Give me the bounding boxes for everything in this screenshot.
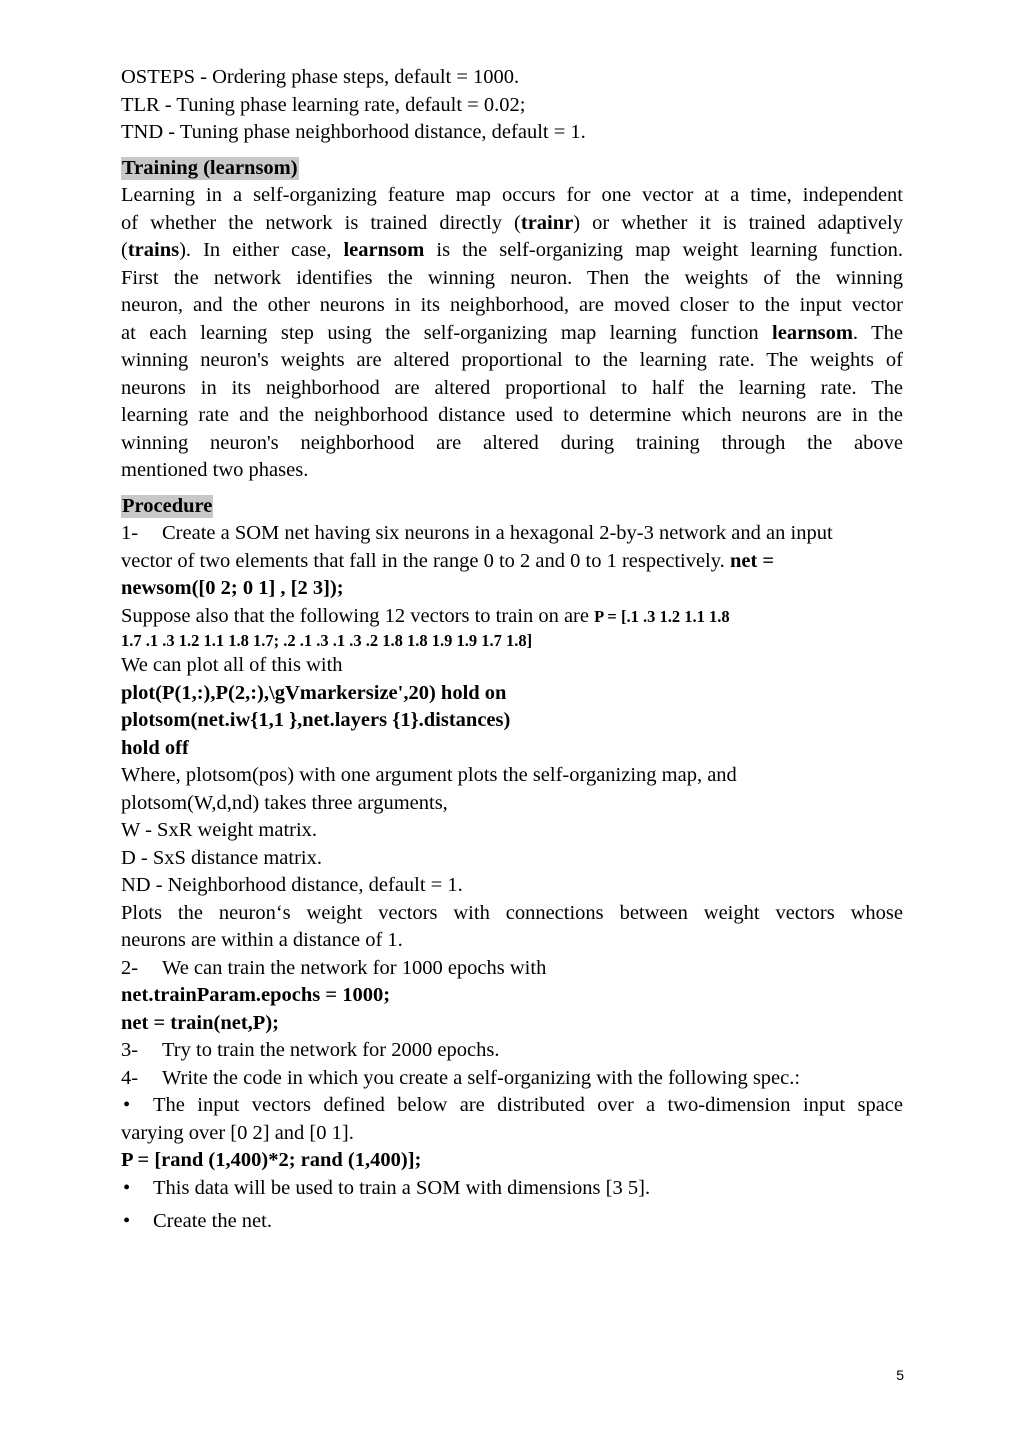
bullet-icon: • — [123, 1094, 131, 1116]
arg-w: W - SxR weight matrix. — [121, 819, 318, 841]
plot-intro: We can plot all of this with — [121, 654, 343, 676]
train-code: net = train(net,P); — [121, 1011, 279, 1034]
where-line: plotsom(W,d,nd) takes three arguments, — [121, 791, 448, 814]
bullet-item-cont: varying over [0 2] and [0 1]. — [121, 1121, 354, 1144]
arg-d: D - SxS distance matrix. — [121, 846, 322, 869]
training-line: learning rate and the neighborhood distance used to determine which neurons are in the — [121, 404, 903, 426]
bullet-icon: • — [123, 1176, 131, 1199]
bullet-icon: • — [123, 1210, 131, 1232]
step-4: 4- Write the code in which you create a self-organizing with the following spec.: — [121, 1066, 801, 1089]
training-heading: Training (learnsom) — [122, 156, 298, 179]
arg-nd: ND - Neighborhood distance, default = 1. — [121, 874, 463, 896]
bullet-item: • Create the net. — [121, 1208, 903, 1236]
suppose-line: Suppose also that the following 12 vectors to train on are P = [.1 .3 1.2 1.1 1.8 — [121, 604, 730, 627]
trains-keyword: trains — [127, 239, 180, 261]
learnsom-keyword: learnsom — [772, 321, 853, 344]
training-line: at each learning step using the self-organizing map learning function learnsom. The — [121, 321, 903, 344]
procedure-section — [121, 520, 903, 1236]
param-osteps: OSTEPS - Ordering phase steps, default = 1000. — [121, 66, 520, 88]
procedure-heading: Procedure — [122, 494, 213, 517]
rand-code: P = [rand (1,400)*2; rand (1,400)]; — [121, 1149, 422, 1171]
page-number: 5 — [896, 1367, 904, 1383]
newsom-code: newsom([0 2; 0 1] , [2 3]); — [121, 577, 344, 599]
training-line: First the network identifies the winning neuron. Then the weights of the winning — [121, 266, 903, 289]
step-2: 2- We can train the network for 1000 epochs with — [121, 956, 547, 979]
document-page — [121, 64, 903, 1236]
plot-code: plot(P(1,:),P(2,:),\gVmarkersize',20) hold on — [121, 681, 507, 704]
plots-line: Plots the neuron‘s weight vectors with connections between weight vectors whose — [121, 901, 903, 924]
training-paragraph — [121, 182, 903, 485]
plotsom-code: plotsom(net.iw{1,1 },net.layers {1}.distances) — [121, 709, 511, 731]
training-line: winning neuron's neighborhood are altered during training through the above — [121, 431, 903, 454]
training-line: winning neuron's weights are altered proportional to the learning rate. The weights of — [121, 349, 903, 371]
step-1: 1- Create a SOM net having six neurons in a hexagonal 2-by-3 network and an input — [121, 522, 833, 544]
trainr-keyword: trainr — [520, 211, 574, 234]
epochs-code: net.trainParam.epochs = 1000; — [121, 984, 391, 1006]
step-1-line: vector of two elements that fall in the range 0 to 2 and 0 to 1 respectively. net = — [121, 549, 775, 572]
learnsom-keyword: learnsom — [343, 239, 425, 261]
plots-line: neurons are within a distance of 1. — [121, 929, 403, 951]
bullet-item: • The input vectors defined below are distributed over a two-dimension input space — [121, 1092, 903, 1120]
param-tnd: TND - Tuning phase neighborhood distance, default = 1. — [121, 121, 586, 143]
training-line: neuron, and the other neurons in its neighborhood, are moved closer to the input vector — [121, 294, 903, 316]
param-tlr: TLR - Tuning phase learning rate, default = 0.02; — [121, 93, 526, 116]
training-line: mentioned two phases. — [121, 459, 309, 481]
training-line: of whether the network is trained directly (trainr) or whether it is trained adaptively — [121, 211, 903, 234]
step-3: 3- Try to train the network for 2000 epochs. — [121, 1039, 500, 1061]
training-line: Learning in a self-organizing feature map occurs for one vector at a time, independent — [121, 184, 903, 206]
training-line: neurons in its neighborhood are altered proportional to half the learning rate. The — [121, 376, 903, 399]
vectors-data: 1.7 .1 .3 1.2 1.1 1.8 1.7; .2 .1 .3 .1 .3 .2 1.8 1.8 1.9 1.9 1.7 1.8] — [121, 631, 533, 650]
bullet-item: • This data will be used to train a SOM with dimensions [3 5]. — [121, 1175, 903, 1203]
training-line: (trains). In either case, learnsom is the self-organizing map weight learning function. — [121, 239, 904, 261]
hold-off-code: hold off — [121, 736, 189, 759]
where-line: Where, plotsom(pos) with one argument plots the self-organizing map, and — [121, 764, 737, 786]
